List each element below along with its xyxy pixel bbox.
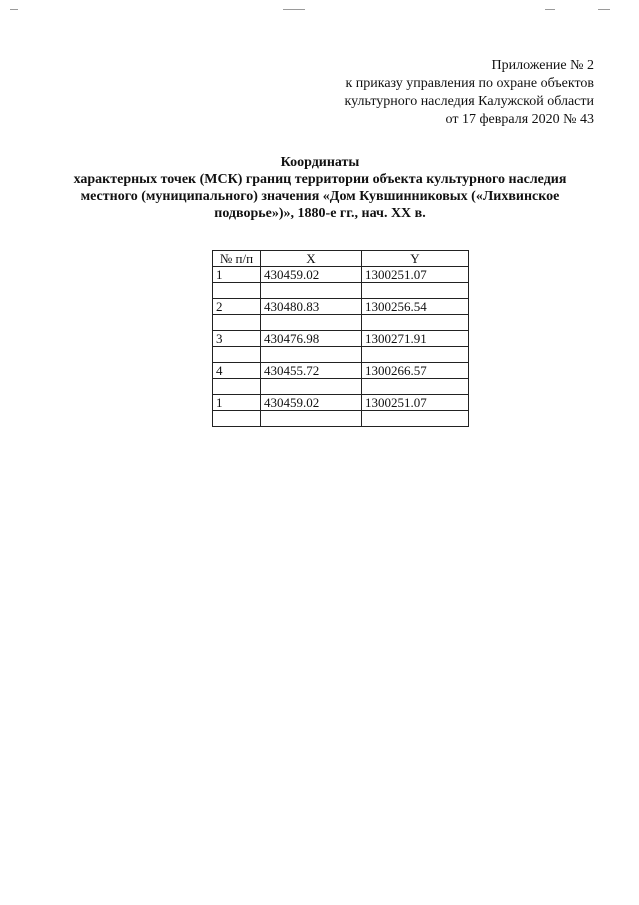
appendix-order-ref: к приказу управления по охране объектов bbox=[345, 76, 594, 91]
cell-x: 430459.02 bbox=[261, 267, 362, 283]
appendix-authority: культурного наследия Калужской области bbox=[344, 94, 594, 109]
table-row bbox=[213, 395, 469, 411]
cell-x: 430480.83 bbox=[261, 299, 362, 315]
appendix-date: от 17 февраля 2020 № 43 bbox=[445, 112, 594, 127]
table-row bbox=[213, 363, 469, 379]
cell-point-number: 1 bbox=[213, 267, 261, 283]
appendix-number: Приложение № 2 bbox=[491, 58, 594, 73]
cell-point-number bbox=[213, 411, 261, 427]
table-row bbox=[213, 411, 469, 427]
table-row bbox=[213, 283, 469, 299]
table-row bbox=[213, 315, 469, 331]
cell-x bbox=[261, 283, 362, 299]
cell-point-number bbox=[213, 347, 261, 363]
header-point-number: № п/п bbox=[213, 251, 261, 267]
cell-x: 430459.02 bbox=[261, 395, 362, 411]
cell-point-number: 4 bbox=[213, 363, 261, 379]
table-row bbox=[213, 267, 469, 283]
cell-y: 1300266.57 bbox=[362, 363, 469, 379]
cell-y bbox=[362, 283, 469, 299]
cell-x bbox=[261, 411, 362, 427]
cell-y bbox=[362, 379, 469, 395]
scan-artifact bbox=[10, 9, 18, 10]
heading-line: характерных точек (МСК) границ территории объекта культурного наследия bbox=[73, 172, 567, 187]
table-header-row bbox=[213, 251, 469, 267]
table-row bbox=[213, 347, 469, 363]
cell-y bbox=[362, 315, 469, 331]
table-row bbox=[213, 331, 469, 347]
document-title: Координаты bbox=[280, 155, 360, 170]
document-heading bbox=[40, 154, 600, 222]
cell-y bbox=[362, 411, 469, 427]
cell-x bbox=[261, 315, 362, 331]
scan-artifact bbox=[283, 9, 305, 10]
cell-y bbox=[362, 347, 469, 363]
cell-x bbox=[261, 379, 362, 395]
cell-point-number bbox=[213, 379, 261, 395]
heading-line: подворье»)», 1880-е гг., нач. XX в. bbox=[214, 206, 426, 221]
scan-artifact bbox=[545, 9, 555, 10]
cell-point-number: 1 bbox=[213, 395, 261, 411]
cell-y: 1300256.54 bbox=[362, 299, 469, 315]
cell-x bbox=[261, 347, 362, 363]
heading-line: местного (муниципального) значения «Дом Кувшинниковых («Лихвинское bbox=[80, 189, 560, 204]
cell-point-number: 3 bbox=[213, 331, 261, 347]
cell-y: 1300251.07 bbox=[362, 267, 469, 283]
cell-y: 1300271.91 bbox=[362, 331, 469, 347]
coordinates-table bbox=[212, 250, 469, 427]
cell-y: 1300251.07 bbox=[362, 395, 469, 411]
header-y: Y bbox=[362, 251, 469, 267]
table-row bbox=[213, 379, 469, 395]
scan-artifact bbox=[598, 9, 610, 10]
cell-point-number bbox=[213, 315, 261, 331]
table-row bbox=[213, 299, 469, 315]
cell-x: 430455.72 bbox=[261, 363, 362, 379]
appendix-block bbox=[345, 57, 594, 129]
cell-x: 430476.98 bbox=[261, 331, 362, 347]
header-x: X bbox=[261, 251, 362, 267]
cell-point-number: 2 bbox=[213, 299, 261, 315]
cell-point-number bbox=[213, 283, 261, 299]
